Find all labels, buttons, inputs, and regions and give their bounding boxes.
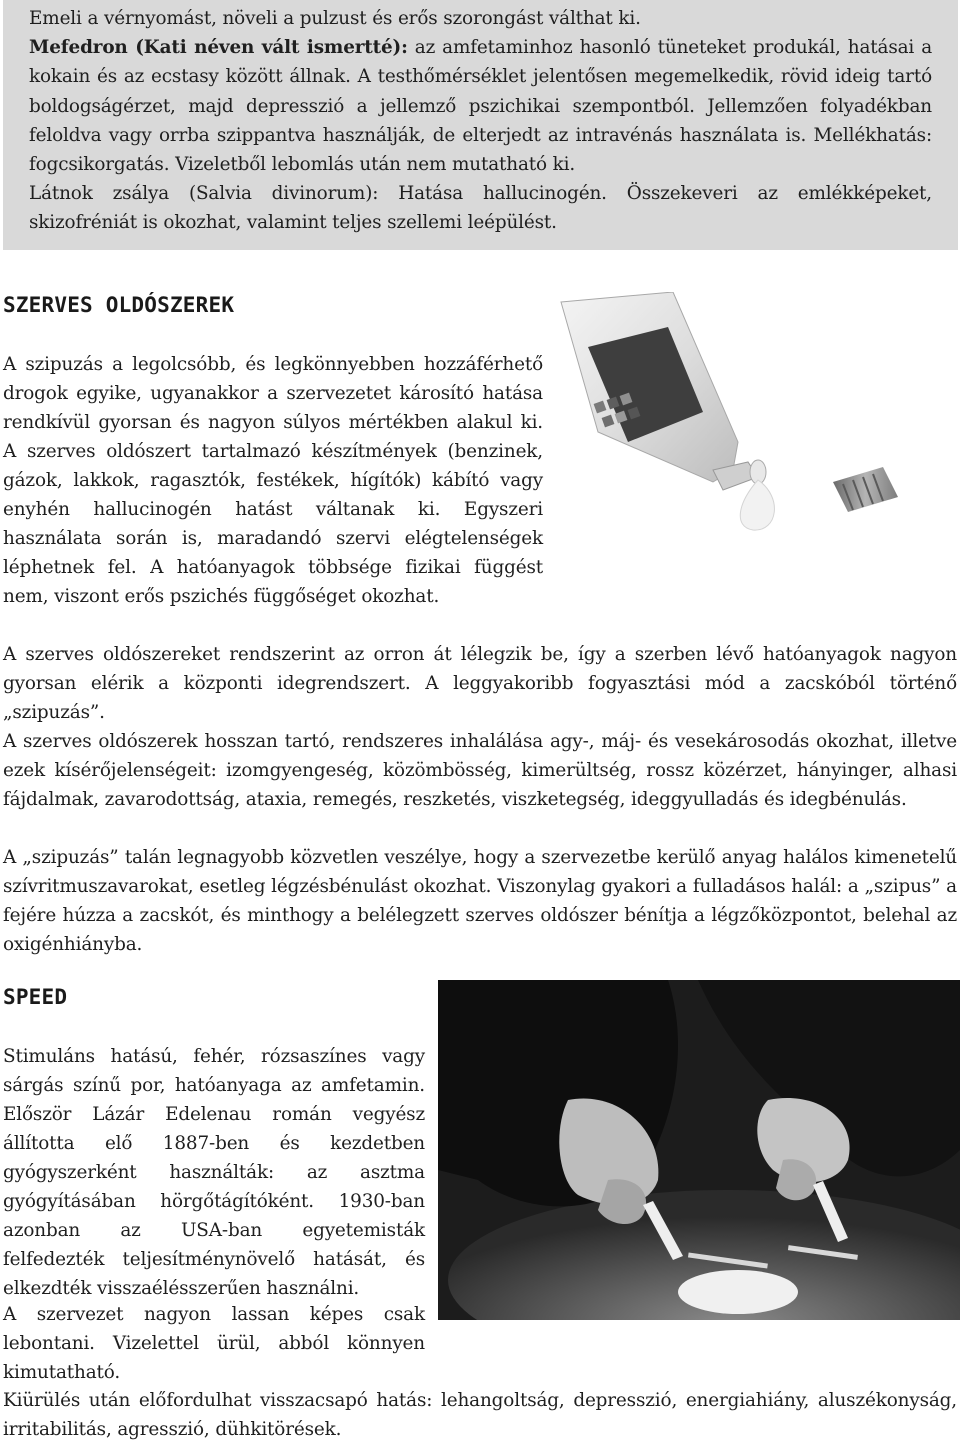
solvents-paragraph-1: A szipuzás a legolcsóbb, és legkönnyebben hozzáférhető drogok egyike, ugyanakkor a szervezetet károsító hatása rendkívül gyorsan és nagyon súlyos mértékben alakul ki. A szerves oldószert tartalmazó készítmények (benzinek, gázok, lakkok, ragasztók, festékek, hígítók) kábító vagy enyhén hallucinogén hatást váltanak ki. Egyszeri használata során is, maradandó szervi elégtelenségek léphetnek fel. A hatóanyagok többsége fizikai függést nem, viszont erős pszichés függőséget okozhat.	[3, 354, 543, 607]
mefedron-text: az amfetaminhoz hasonló tüneteket produkál, hatásai a kokain és az ecstasy között állnak. A testhőmérséklet jelentősen megemelkedik, rövid ideig tartó boldogságérzet, majd depresszió a jellemző pszichikai szempontból. Jellemzően folyadékban feloldva vagy orrba szippantva használják, de elterjedt az intravénás használata is. Mellékhatás: fogcsikorgatás. Vizeletből lebomlás után nem mutatható ki.	[29, 37, 933, 176]
speed-paragraph-3: Kiürülés után előfordulhat visszacsapó hatás: lehangoltság, depresszió, energiahiány, aluszékonyság, irritabilitás, agresszió, dühkitörések.	[3, 1390, 957, 1440]
mefedron-label: Mefedron (Kati néven vált ismertté):	[29, 37, 408, 59]
info-line-1: Emeli a vérnyomást, növeli a pulzust és erős szorongást válthat ki.	[29, 8, 641, 29]
solvents-heading: SZERVES OLDÓSZEREK	[3, 293, 235, 317]
mefedron-paragraph	[29, 33, 932, 179]
speed-paragraph-1: Stimuláns hatású, fehér, rózsaszínes vagy sárgás színű por, hatóanyaga az amfetamin. Először Lázár Edelenau román vegyész állította elő 1887-ben és kezdetben gyógyszerként használták: az asztma gyógyításában hörgőtágítóként. 1930-ban azonban az USA-ban egyetemisták felfedezték teljesítménynövelő hatását, és elkezdték visszaélésszerűen használni.	[3, 1046, 425, 1299]
snorting-photo	[438, 980, 960, 1320]
solvents-paragraph-4: A „szipuzás” talán legnagyobb közvetlen veszélye, hogy a szervezetbe kerülő anyag halálos kimenetelű szívritmuszavarokat, esetleg légzésbénulást okozhat. Viszonylag gyakori a fulladásos halál: a „szipus” a fejére húzza a zacskót, és minthogy a belélegzett szerves oldószer bénítja a légzőközpontot, belehal az oxigénhiányba.	[3, 847, 957, 955]
speed-paragraph-2: A szervezet nagyon lassan képes csak lebontani. Vizelettel ürül, abból könnyen kimutatható.	[3, 1304, 425, 1383]
info-box	[3, 0, 958, 250]
salvia-paragraph: Látnok zsálya (Salvia divinorum): Hatása hallucinogén. Összekeveri az emlékképeket, skizofréniát is okozhat, valamint teljes szellemi leépülést.	[29, 183, 932, 234]
glue-tube-image	[553, 292, 948, 537]
solvents-paragraph-2: A szerves oldószereket rendszerint az orron át lélegzik be, így a szerben lévő hatóanyagok nagyon gyorsan elérik a központi idegrendszert. A leggyakoribb fogyasztási mód a zacskóból történő „szipuzás”.	[3, 644, 957, 723]
solvents-paragraph-3: A szerves oldószerek hosszan tartó, rendszeres inhalálása agy-, máj- és vesekárosodás okozhat, illetve ezek kísérőjelenségeit: izomgyengeség, közömbösség, kimerültség, rossz közérzet, hányinger, alhasi fájdalmak, zavarodottság, ataxia, remegés, reszketés, viszketegség, ideggyulladás és idegbénulás.	[3, 731, 957, 810]
speed-heading: SPEED	[3, 985, 68, 1009]
